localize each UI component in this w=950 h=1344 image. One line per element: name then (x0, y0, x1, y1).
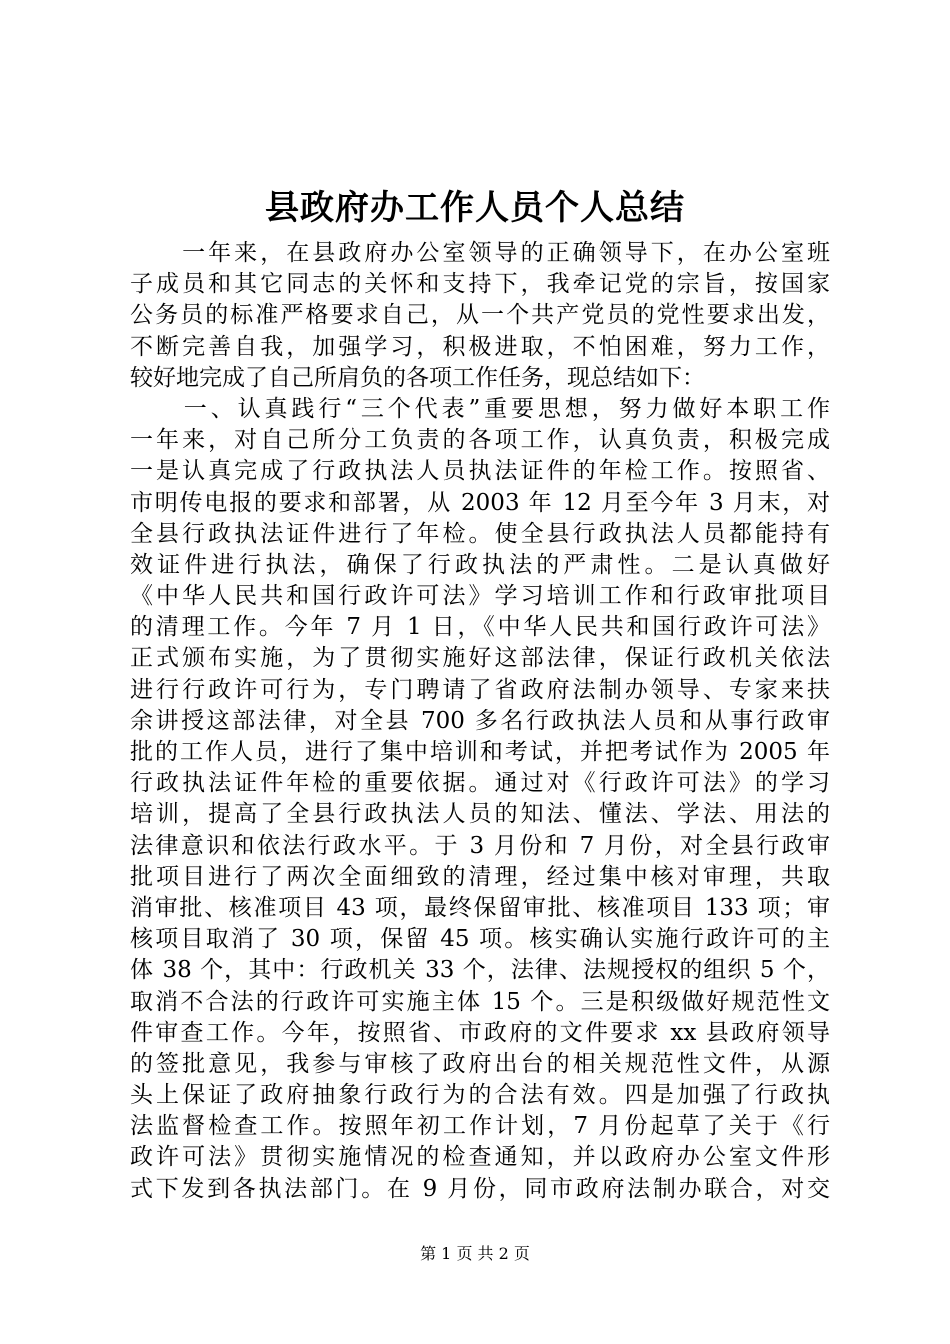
body-line: 公务员的标准严格要求自己，从一个共产党员的党性要求出发， (130, 302, 830, 329)
document-title: 县政府办工作人员个人总结 (265, 188, 685, 228)
body-line: 一是认真完成了行政执法人员执法证件的年检工作。按照省、 (130, 458, 830, 485)
body-line: 批项目进行了两次全面细致的清理，经过集中核对审理，共取 (130, 863, 830, 890)
body-line: 政许可法》贯彻实施情况的检查通知，并以政府办公室文件形 (130, 1144, 830, 1171)
body-line: 的签批意见，我参与审核了政府出台的相关规范性文件，从源 (130, 1050, 830, 1077)
body-line: 效证件进行执法，确保了行政执法的严肃性。二是认真做好 (130, 551, 830, 578)
body-line: 体 38 个，其中：行政机关 33 个，法律、法规授权的组织 5 个， (130, 957, 830, 984)
body-line: 核项目取消了 30 项，保留 45 项。核实确认实施行政许可的主 (130, 926, 830, 953)
body-line: 批的工作人员，进行了集中培训和考试，并把考试作为 2005 年 (130, 739, 830, 765)
body-line: 市明传电报的要求和部署，从 2003 年 12 月至今年 3 月末，对 (130, 489, 830, 516)
body-line: 法律意识和依法行政水平。于 3 月份和 7 月份，对全县行政审 (130, 832, 830, 859)
body-line: 一、认真践行“三个代表”重要思想，努力做好本职工作 (130, 395, 830, 422)
page-number-footer: 第 1 页 共 2 页 (420, 1244, 530, 1263)
body-line: 不断完善自我，加强学习，积极进取，不怕困难，努力工作， (130, 333, 830, 360)
body-line: 余讲授这部法律，对全县 700 多名行政执法人员和从事行政审 (130, 707, 830, 734)
body-line: 行政执法证件年检的重要依据。通过对《行政许可法》的学习 (130, 770, 830, 797)
document-body (130, 238, 830, 1205)
body-line: 取消不合法的行政许可实施主体 15 个。三是积级做好规范性文 (130, 988, 830, 1015)
body-line: 头上保证了政府抽象行政行为的合法有效。四是加强了行政执 (130, 1082, 830, 1109)
body-line: 消审批、核准项目 43 项，最终保留审批、核准项目 133 项；审 (130, 894, 830, 921)
body-line: 《中华人民共和国行政许可法》学习培训工作和行政审批项目 (130, 583, 830, 610)
body-line: 正式颁布实施，为了贯彻实施好这部法律，保证行政机关依法 (130, 645, 830, 672)
body-line: 较好地完成了自己所肩负的各项工作任务，现总结如下： (130, 364, 705, 391)
body-line: 进行行政许可行为，专门聘请了省政府法制办领导、专家来扶 (130, 676, 830, 703)
body-line: 一年来，在县政府办公室领导的正确领导下，在办公室班 (130, 240, 830, 266)
body-line: 培训，提高了全县行政执法人员的知法、懂法、学法、用法的 (130, 801, 830, 828)
body-line: 一年来，对自己所分工负责的各项工作，认真负责，积极完成 (130, 427, 830, 454)
body-line: 件审查工作。今年，按照省、市政府的文件要求 xx 县政府领导 (130, 1019, 830, 1046)
body-line: 子成员和其它同志的关怀和支持下，我牵记党的宗旨，按国家 (130, 271, 830, 298)
body-line: 的清理工作。今年 7 月 1 日，《中华人民共和国行政许可法》 (130, 614, 830, 641)
body-line: 全县行政执法证件进行了年检。使全县行政执法人员都能持有 (130, 520, 830, 547)
body-line: 式下发到各执法部门。在 9 月份，同市政府法制办联合，对交 (130, 1175, 830, 1202)
body-line: 法监督检查工作。按照年初工作计划，7 月份起草了关于《行 (130, 1113, 830, 1140)
